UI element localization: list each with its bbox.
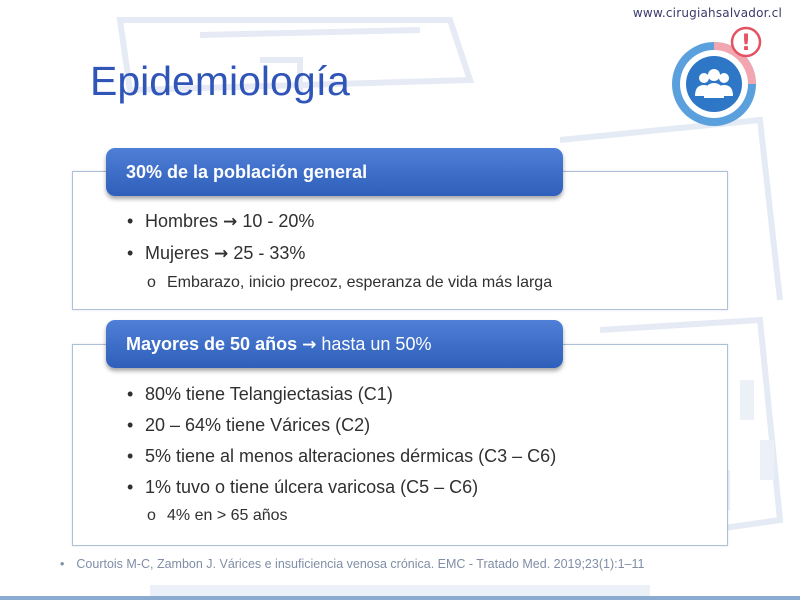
- section-over-50-heading-rest: hasta un 50%: [321, 334, 432, 354]
- list-item: [125, 441, 556, 472]
- list-item-value: 25 - 33%: [233, 243, 306, 263]
- footnote-bullet: •: [60, 557, 65, 571]
- list-item-value: 10 - 20%: [242, 211, 315, 231]
- sub-list-item: o Embarazo, inicio precoz, esperanza de vida más larga: [145, 270, 552, 296]
- arrow-right-icon: →: [302, 335, 317, 355]
- section-general-population-header: [106, 148, 563, 196]
- people-group-alert-icon: [664, 26, 768, 130]
- list-item: [125, 472, 556, 529]
- over-50-list: [125, 379, 556, 529]
- website-url: www.cirugiahsalvador.cl: [632, 6, 782, 20]
- list-item: [125, 206, 552, 238]
- page-title: Epidemiología: [90, 58, 350, 104]
- list-item-text: 1% tuvo o tiene úlcera varicosa (C5 – C6): [145, 477, 479, 497]
- section-general-population-heading: 30% de la población general: [126, 162, 368, 182]
- footnote-text: Courtois M-C, Zambon J. Várices e insuficiencia venosa crónica. EMC - Tratado Med. 2019;23(1):1–11: [76, 557, 645, 571]
- arrow-right-icon: →: [223, 212, 238, 232]
- alert-mark: !: [740, 31, 752, 56]
- section-over-50-header: [106, 320, 563, 368]
- reference-footnote: [60, 557, 644, 571]
- list-item-text: 80% tiene Telangiectasias (C1): [145, 384, 393, 404]
- list-item: [125, 379, 556, 410]
- list-item: [125, 410, 556, 441]
- arrow-right-icon: →: [214, 244, 229, 264]
- general-population-list: [125, 206, 552, 296]
- sub-list: [145, 503, 556, 529]
- list-item-label: Hombres: [145, 211, 219, 231]
- list-item-label: Mujeres: [145, 243, 210, 263]
- list-item-text: 20 – 64% tiene Várices (C2): [145, 415, 371, 435]
- section-over-50: [72, 344, 728, 546]
- list-item-text: 5% tiene al menos alteraciones dérmicas (C3 – C6): [145, 446, 557, 466]
- section-over-50-heading-bold: Mayores de 50 años: [126, 334, 298, 354]
- sub-list: [145, 270, 552, 296]
- list-item: [125, 238, 552, 296]
- sub-list-item: o 4% en > 65 años: [145, 503, 556, 529]
